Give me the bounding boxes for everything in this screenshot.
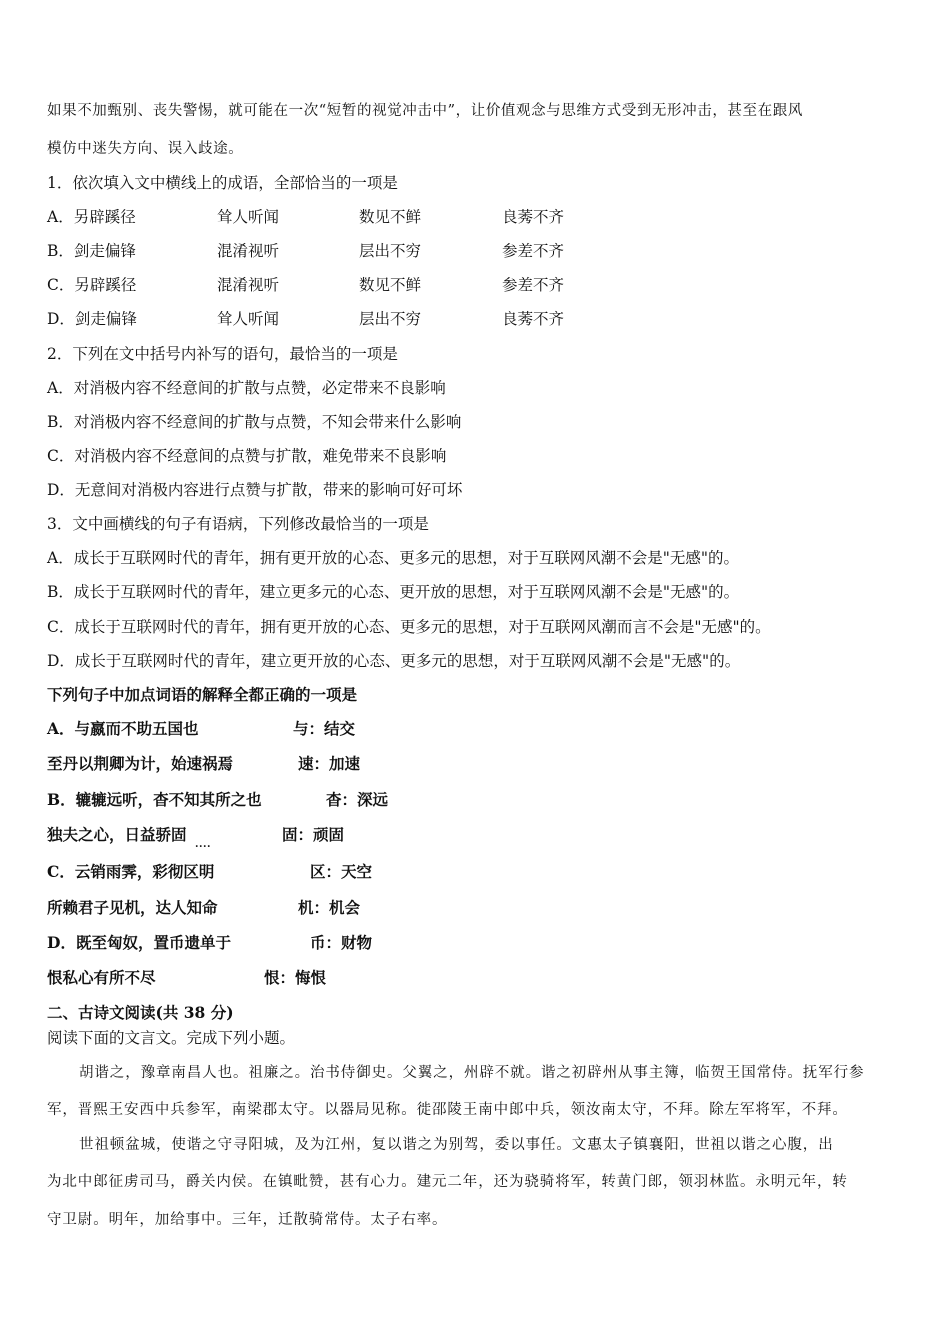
- question-2-option-a: A．对消极内容不经意间的扩散与点赞，必定带来不良影响: [47, 379, 446, 397]
- passage-line: 胡谐之，豫章南昌人也。祖廉之。治书侍御史。父翼之，州辟不就。谐之初辟州从事主簿，临贺王国常侍。抚军行参: [79, 1065, 865, 1081]
- intro-line-2: 模仿中迷失方向、误入歧途。: [47, 141, 244, 157]
- question-2-stem: 2．下列在文中括号内补写的语句，最恰当的一项是: [47, 345, 398, 363]
- intro-line-1: 如果不加甄别、丧失警惕，就可能在一次“短暂的视觉冲击中”，让价值观念与思维方式受到无形冲击，甚至在跟风: [47, 103, 803, 119]
- question-3-option-c: C．成长于互联网时代的青年，拥有更开放的心态、更多元的思想，对于互联网风潮而言不会是"无感"的。: [47, 618, 771, 636]
- emphasis-dots: ....: [195, 839, 211, 850]
- question-2-option-c: C．对消极内容不经意间的点赞与扩散，难免带来不良影响: [47, 447, 447, 465]
- passage-line: 世祖顿盆城，使谐之守寻阳城，及为江州，复以谐之为别驾，委以事任。文惠太子镇襄阳，世祖以谐之心腹，出: [79, 1137, 834, 1153]
- section-instruction: 阅读下面的文言文。完成下列小题。: [47, 1029, 296, 1047]
- section-heading: 二、古诗文阅读(共 38 分): [47, 1003, 234, 1022]
- question-1-stem: 1．依次填入文中横线上的成语，全部恰当的一项是: [47, 174, 398, 192]
- passage-line: 为北中郎征虏司马，爵关内侯。在镇毗赞，甚有心力。建元二年，还为骁骑将军，转黄门郎，领羽林监。永明元年，转: [47, 1174, 848, 1190]
- question-2-option-d: D．无意间对消极内容进行点赞与扩散，带来的影响可好可坏: [47, 481, 463, 499]
- passage-line: 守卫尉。明年，加给事中。三年，迁散骑常侍。太子右率。: [47, 1212, 448, 1228]
- question-3-option-d: D．成长于互联网时代的青年，建立更开放的心态、更多元的思想，对于互联网风潮不会是"无感"的。: [47, 652, 741, 670]
- document-page: 如果不加甄别、丧失警惕，就可能在一次“短暂的视觉冲击中”，让价值观念与思维方式受到无形冲击，甚至在跟风 模仿中迷失方向、误入歧途。 1．依次填入文中横线上的成语，全部恰当的一项是 A．另辟蹊径 耸人听闻 数见不鲜 良莠不齐 B．剑走偏锋 混淆视听 层出不穷 参差不齐 C．另辟蹊径 混淆视听 数见不鲜 参差不齐 D．剑走偏锋 耸人听闻 层出不穷 良莠不齐 2．下列在文中括号内补写的语句，最恰当的一项是 A．对消极内容不经意间的扩散与点赞，必定带来不良影响 B．对消极内容不经意间的扩散与点赞，不知会带来什么影响 C．对消极内容不经意间的点赞与扩散，难免带来不良影响 D．无意间对消极内容进行点赞与扩散，带来的影响可好可坏 3．文中画横线的句子有语病，下列修改最恰当的一项是 A．成长于互联网时代的青年，拥有更开放的心态、更多元的思想，对于互联网风潮不会是"无感"的。 B．成长于互联网时代的青年，建立更多元的心态、更开放的思想，对于互联网风潮不会是"无感"的。 C．成长于互联网时代的青年，拥有更开放的心态、更多元的思想，对于互联网风潮而言不会是"无感"的。 D．成长于互联网时代的青年，建立更开放的心态、更多元的思想，对于互联网风潮不会是"无感"的。 下列句子中加点词语的解释全都正确的一项是 A．与嬴而不助五国也 与：结交 至丹以荆卿为计，始速祸焉 速：加速 B．辘辘远听，杳不知其所之也 杳：深远 独夫之心，日益骄固 .... 固：顽固 C．云销雨霁，彩彻区明 区：天空 所赖君子见机，达人知命 机：机会 D．既至匈奴，置币遗单于 币：财物 恨私心有所不尽 恨：悔恨 二、古诗文阅读(共 38 分) 阅读下面的文言文。完成下列小题。 胡谐之，豫章南昌人也。祖廉之。治书侍御史。父翼之，州辟不就。谐之初辟州从事主簿，临贺王国常侍。抚军行参 军，晋熙王安西中兵参军，南梁郡太守。以器局见称。徙邵陵王南中郎中兵，领汝南太守，不拜。除左军将军，不拜。 世祖顿盆城，使谐之守寻阳城，及为江州，复以谐之为别驾，委以事任。文惠太子镇襄阳，世祖以谐之心腹，出 为北中郎征虏司马，爵关内侯。在镇毗赞，甚有心力。建元二年，还为骁骑将军，转黄门郎，领羽林监。永明元年，转 守卫尉。明年，加给事中。三年，迁散骑常侍。太子右率。: [47, 103, 865, 1228]
- passage-line: 军，晋熙王安西中兵参军，南梁郡太守。以器局见称。徙邵陵王南中郎中兵，领汝南太守，不拜。除左军将军，不拜。: [47, 1102, 848, 1118]
- question-3-option-a: A．成长于互联网时代的青年，拥有更开放的心态、更多元的思想，对于互联网风潮不会是"无感"的。: [47, 549, 739, 567]
- question-2-option-b: B．对消极内容不经意间的扩散与点赞，不知会带来什么影响: [47, 413, 462, 431]
- question-3-stem: 3．文中画横线的句子有语病，下列修改最恰当的一项是: [47, 515, 429, 533]
- question-4-stem: 下列句子中加点词语的解释全都正确的一项是: [47, 685, 358, 704]
- question-3-option-b: B．成长于互联网时代的青年，建立更多元的心态、更开放的思想，对于互联网风潮不会是"无感"的。: [47, 583, 740, 601]
